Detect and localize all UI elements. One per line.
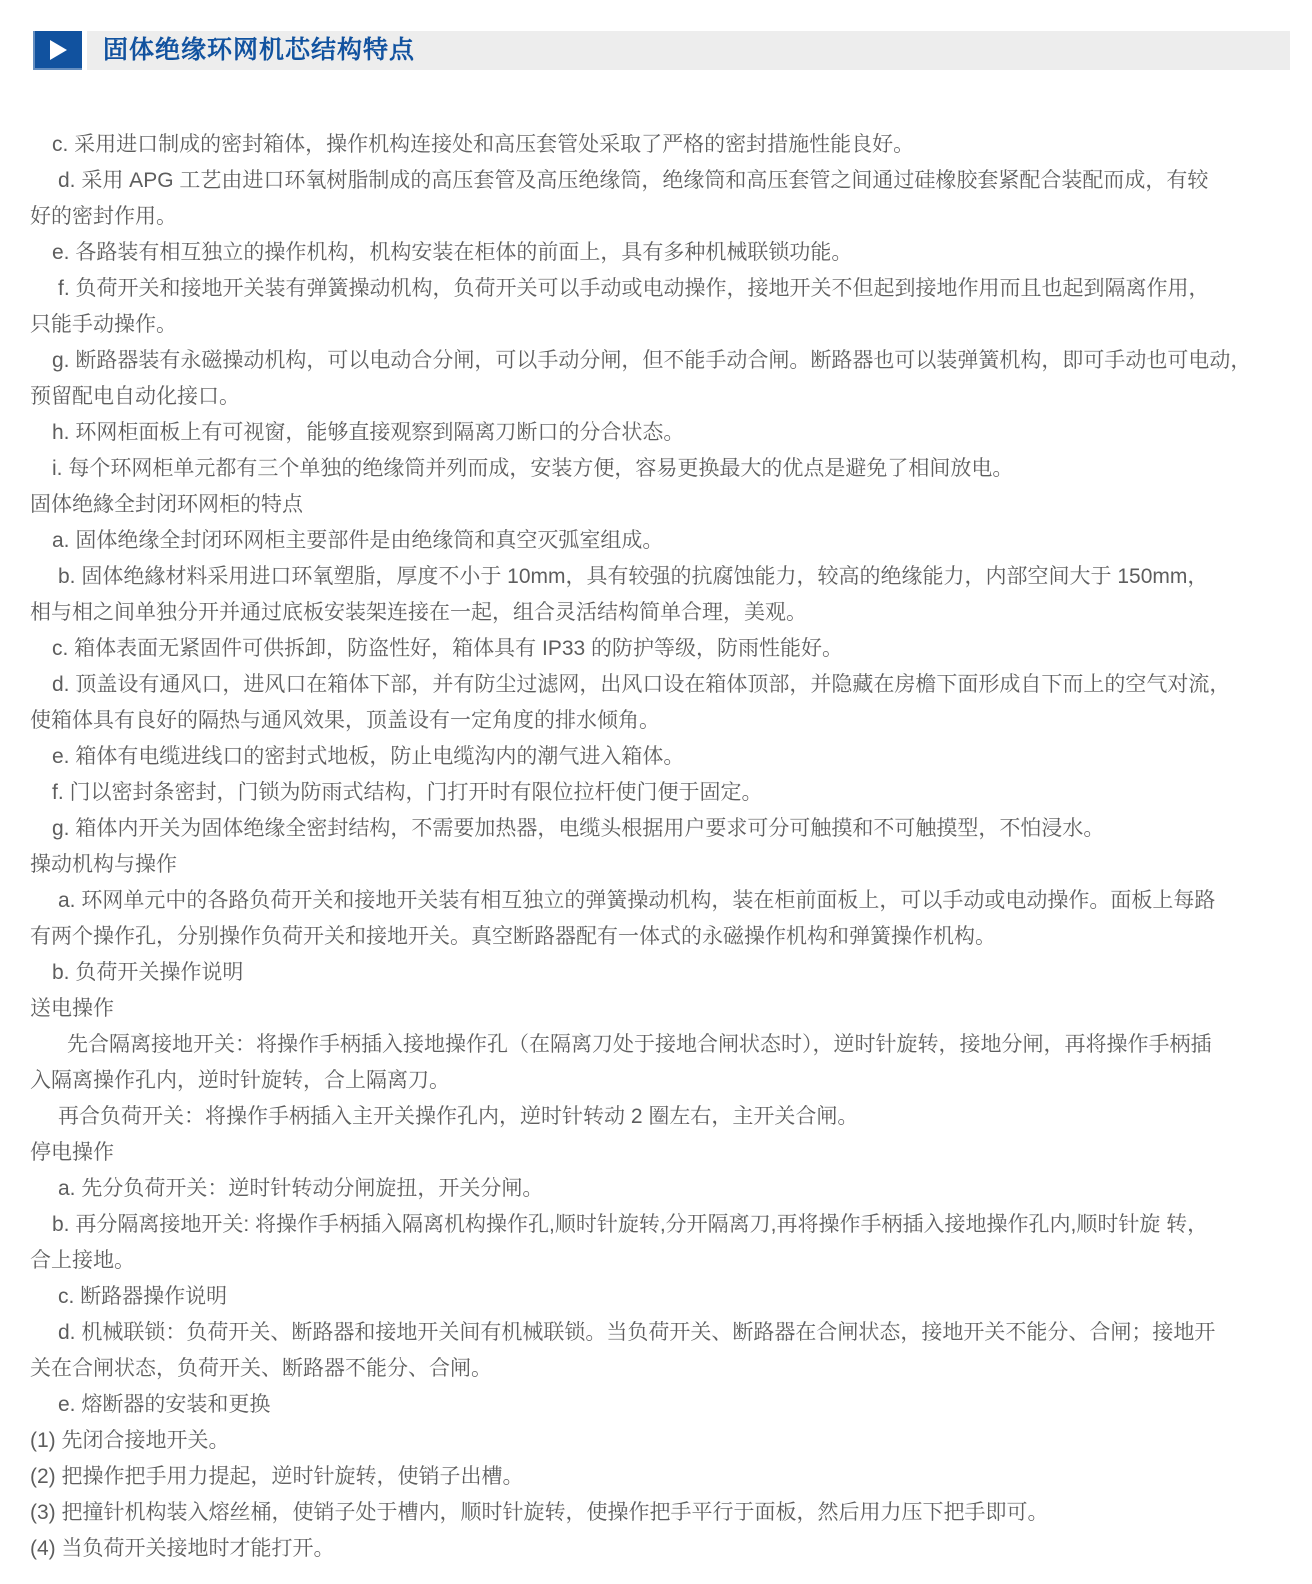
text-line: (4) 当负荷开关接地时才能打开。 xyxy=(30,1537,335,1560)
play-icon xyxy=(33,31,82,70)
text-line: g. 箱体内开关为固体绝缘全密封结构，不需要加热器，电缆头根据用户要求可分可触摸和不可触摸型，不怕浸水。 xyxy=(52,817,1105,840)
text-line: a. 固体绝缘全封闭环网柜主要部件是由绝缘筒和真空灭弧室组成。 xyxy=(52,529,664,552)
play-triangle-icon xyxy=(50,40,67,60)
text-line: 只能手动操作。 xyxy=(30,313,177,336)
text-line: f. 门以密封条密封，门锁为防雨式结构，门打开时有限位拉杆使门便于固定。 xyxy=(52,781,763,804)
text-line: c. 箱体表面无紧固件可供拆卸，防盗性好，箱体具有 IP33 的防护等级，防雨性能好。 xyxy=(52,637,844,660)
text-line: 使箱体具有良好的隔热与通风效果，顶盖设有一定角度的排水倾角。 xyxy=(30,709,660,732)
section-header xyxy=(33,31,1290,70)
text-line: (2) 把操作把手用力提起，逆时针旋转，使销子出槽。 xyxy=(30,1465,524,1488)
text-line: 再合负荷开关：将操作手柄插入主开关操作孔内，逆时针转动 2 圈左右，主开关合闸。 xyxy=(58,1105,859,1128)
page-title: 固体绝缘环网机芯结构特点 xyxy=(103,36,416,64)
body-text xyxy=(30,127,1294,1567)
text-line: b. 再分隔离接地开关: 将操作手柄插入隔离机构操作孔,顺时针旋转,分开隔离刀,再将操作手柄插入接地操作孔内,顺时针旋 转， xyxy=(52,1213,1209,1236)
text-line: 先合隔离接地开关：将操作手柄插入接地操作孔（在隔离刀处于接地合闸状态时），逆时针旋转，接地分闸，再将操作手柄插 xyxy=(67,1033,1212,1056)
text-line: c. 断路器操作说明 xyxy=(58,1285,228,1308)
text-line: 操动机构与操作 xyxy=(30,853,177,876)
text-line: h. 环网柜面板上有可视窗，能够直接观察到隔离刀断口的分合状态。 xyxy=(52,421,685,444)
text-line: 合上接地。 xyxy=(30,1249,135,1272)
text-line: 停电操作 xyxy=(30,1141,114,1164)
text-line: (3) 把撞针机构装入熔丝桶，使销子处于槽内，顺时针旋转，使操作把手平行于面板，然后用力压下把手即可。 xyxy=(30,1501,1049,1524)
text-line: d. 采用 APG 工艺由进口环氧树脂制成的高压套管及高压绝缘筒，绝缘筒和高压套管之间通过硅橡胶套紧配合装配而成，有较 xyxy=(58,169,1209,192)
text-line: 有两个操作孔，分别操作负荷开关和接地开关。真空断路器配有一体式的永磁操作机构和弹簧操作机构。 xyxy=(30,925,996,948)
text-line: e. 箱体有电缆进线口的密封式地板，防止电缆沟内的潮气进入箱体。 xyxy=(52,745,685,768)
text-line: d. 机械联锁：负荷开关、断路器和接地开关间有机械联锁。当负荷开关、断路器在合闸状态，接地开关不能分、合闸；接地开 xyxy=(58,1321,1216,1344)
text-line: b. 负荷开关操作说明 xyxy=(52,961,244,984)
text-line: a. 环网单元中的各路负荷开关和接地开关装有相互独立的弹簧操动机构，装在柜前面板上，可以手动或电动操作。面板上每路 xyxy=(58,889,1216,912)
text-line: 入隔离操作孔内，逆时针旋转，合上隔离刀。 xyxy=(30,1069,450,1092)
text-line: d. 顶盖设有通风口，进风口在箱体下部，并有防尘过滤网，出风口设在箱体顶部，并隐藏在房檐下面形成自下而上的空气对流， xyxy=(52,673,1231,696)
text-line: c. 采用进口制成的密封箱体，操作机构连接处和高压套管处采取了严格的密封措施性能良好。 xyxy=(52,133,915,156)
text-line: 送电操作 xyxy=(30,997,114,1020)
text-line: 预留配电自动化接口。 xyxy=(30,385,240,408)
text-line: (1) 先闭合接地开关。 xyxy=(30,1429,230,1452)
text-line: 相与相之间单独分开并通过底板安装架连接在一起，组合灵活结构简单合理，美观。 xyxy=(30,601,807,624)
text-line: a. 先分负荷开关：逆时针转动分闸旋扭，开关分闸。 xyxy=(58,1177,544,1200)
title-bar xyxy=(87,31,1290,70)
text-line: g. 断路器装有永磁操动机构，可以电动合分闸，可以手动分闸，但不能手动合闸。断路器也可以装弹簧机构，即可手动也可电动， xyxy=(52,349,1252,372)
text-line: b. 固体绝緣材料采用进口环氧塑脂，厚度不小于 10mm，具有较强的抗腐蚀能力，较高的绝缘能力，内部空间大于 150mm， xyxy=(58,565,1209,588)
text-line: 固体绝緣全封闭环网柜的特点 xyxy=(30,493,303,516)
text-line: e. 熔断器的安装和更换 xyxy=(58,1393,271,1416)
text-line: f. 负荷开关和接地开关装有弹簧操动机构，负荷开关可以手动或电动操作，接地开关不但起到接地作用而且也起到隔离作用， xyxy=(58,277,1210,300)
text-line: i. 每个环网柜单元都有三个单独的绝缘筒并列而成，安装方便，容易更换最大的优点是避免了相间放电。 xyxy=(52,457,1014,480)
text-line: e. 各路装有相互独立的操作机构，机构安装在柜体的前面上，具有多种机械联锁功能。 xyxy=(52,241,853,264)
text-line: 关在合闸状态，负荷开关、断路器不能分、合闸。 xyxy=(30,1357,492,1380)
text-line: 好的密封作用。 xyxy=(30,205,177,228)
